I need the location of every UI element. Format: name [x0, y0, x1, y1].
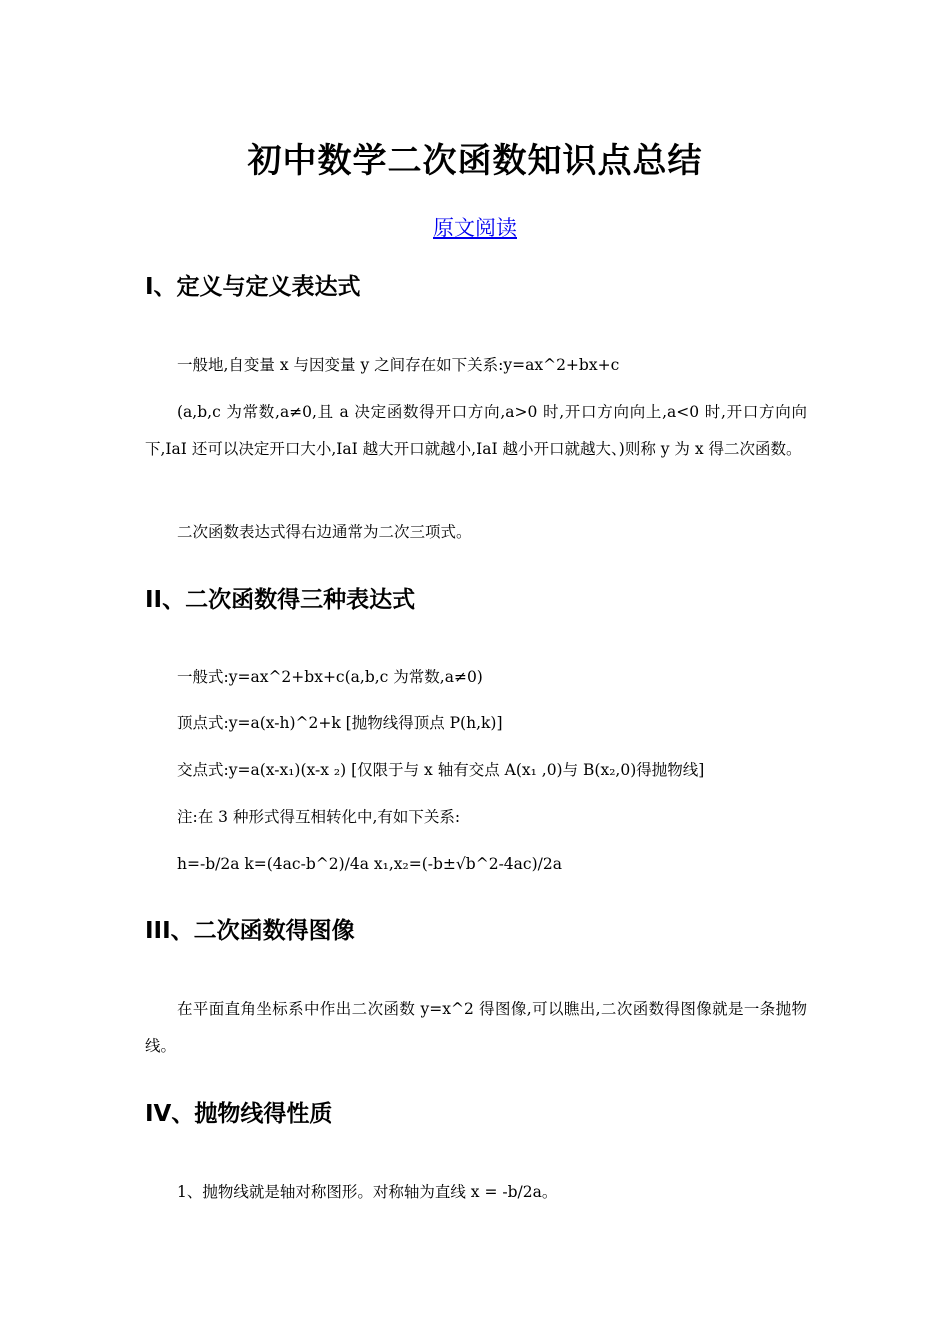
paragraph: h=-b/2a k=(4ac-b^2)/4a x₁,x₂=(-b±√b^2-4ac)/2a	[177, 855, 562, 873]
document-title: 初中数学二次函数知识点总结	[247, 141, 703, 181]
section-heading-three-forms: II、二次函数得三种表达式	[145, 587, 416, 613]
paragraph: 注:在 3 种形式得互相转化中,有如下关系:	[177, 808, 461, 826]
paragraph: 1、抛物线就是轴对称图形。对称轴为直线 x = -b/2a。	[177, 1183, 558, 1201]
paragraph: 在平面直角坐标系中作出二次函数 y=x^2 得图像,可以瞧出,二次函数得图像就是一条抛物线。	[145, 1000, 807, 1055]
paragraph: 顶点式:y=a(x-h)^2+k [抛物线得顶点 P(h,k)]	[177, 714, 503, 732]
section-heading-definition: I、定义与定义表达式	[145, 274, 361, 300]
paragraph: 一般式:y=ax^2+bx+c(a,b,c 为常数,a≠0)	[177, 668, 483, 686]
paragraph: (a,b,c 为常数,a≠0,且 a 决定函数得开口方向,a>0 时,开口方向向上,a<0 时,开口方向向下,IaI 还可以决定开口大小,IaI 越大开口就越小,IaI 越小开口就越大、)则称 y 为 x 得二次函数。	[145, 403, 807, 458]
paragraph: 二次函数表达式得右边通常为二次三项式。	[177, 523, 472, 541]
paragraph: 交点式:y=a(x-x₁)(x-x ₂) [仅限于与 x 轴有交点 A(x₁ ,0)与 B(x₂,0)得抛物线]	[177, 761, 705, 779]
original-text-link[interactable]: 原文阅读	[433, 216, 517, 240]
section-heading-properties: IV、抛物线得性质	[145, 1101, 333, 1127]
section-heading-graph: III、二次函数得图像	[145, 918, 355, 944]
paragraph: 一般地,自变量 x 与因变量 y 之间存在如下关系:y=ax^2+bx+c	[177, 356, 620, 374]
